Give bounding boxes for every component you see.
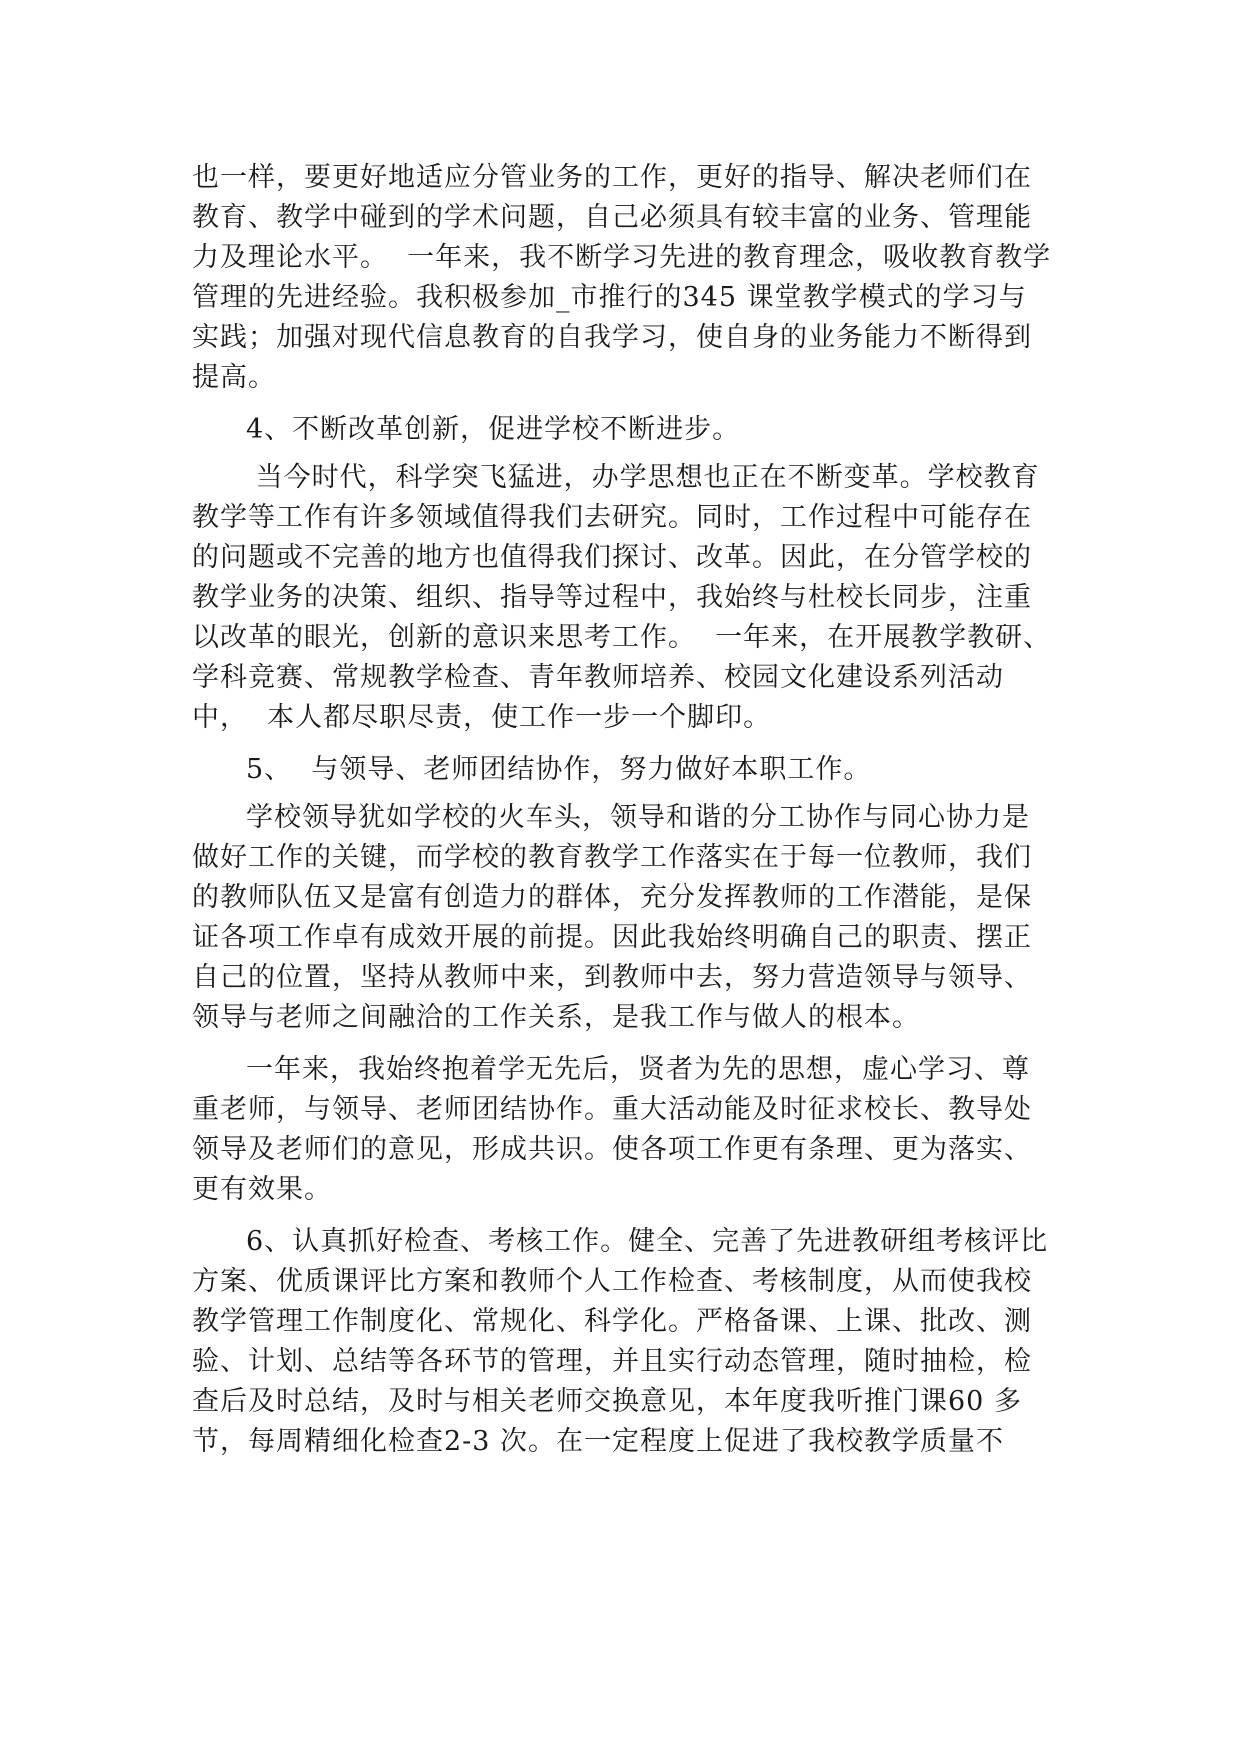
document-body [192, 158, 1061, 1474]
paragraph-inspection: 6、认真抓好检查、考核工作。健全、完善了先进教研组考核评比方案、优质课评比方案和教师个人工作检查、考核制度，从而使我校教学管理工作制度化、常规化、科学化。严格备课、上课、批改、测验、计划、总结等各环节的管理，并且实行动态管理，随时抽检，检查后及时总结，及时与相关老师交换意见，本年度我听推门课60 多节，每周精细化检查2-3 次。在一定程度上促进了我校教学质量不 [192, 1226, 1049, 1457]
paragraph-leadership: 学校领导犹如学校的火车头，领导和谐的分工协作与同心协力是做好工作的关键，而学校的教育教学工作落实在于每一位教师，我们的教师队伍又是富有创造力的群体，充分发挥教师的工作潜能，是保证各项工作卓有成效开展的前提。因此我始终明确自己的职责、摆正自己的位置，坚持从教师中来，到教师中去，努力营造领导与领导、领导与老师之间融洽的工作关系，是我工作与做人的根本。 [192, 802, 1032, 1033]
section-heading-5: 5、 与领导、老师团结协作，努力做好本职工作。 [246, 754, 872, 785]
section-heading-4: 4、不断改革创新，促进学校不断进步。 [246, 414, 741, 445]
paragraph-cooperation: 一年来，我始终抱着学无先后，贤者为先的思想，虚心学习、尊重老师，与领导、老师团结协作。重大活动能及时征求校长、教导处领导及老师们的意见，形成共识。使各项工作更有条理、更为落实、更有效果。 [192, 1054, 1032, 1205]
paragraph-reform: 当今时代，科学突飞猛进，办学思想也正在不断变革。学校教育教学等工作有许多领域值得我们去研究。同时，工作过程中可能存在的问题或不完善的地方也值得我们探讨、改革。因此，在分管学校的教学业务的决策、组织、指导等过程中，我始终与杜校长同步，注重以改革的眼光，创新的意识来思考工作。 一年来，在开展教学教研、 学科竞赛、常规教学检查、青年教师培养、校园文化建设系列活动中， 本人都尽职尽责，使工作一步一个脚印。 [192, 462, 1061, 733]
paragraph-continuation: 也一样，要更好地适应分管业务的工作，更好的指导、解决老师们在教育、教学中碰到的学术问题，自己必须具有较丰富的业务、管理能力及理论水平。 一年来，我不断学习先进的教育理念，吸收教育教学 管理的先进经验。我积极参加_市推行的345 课堂教学模式的学习与 实践；加强对现代信息教育的自我学习，使自身的业务能力不断得到 提高。 [192, 162, 1061, 393]
